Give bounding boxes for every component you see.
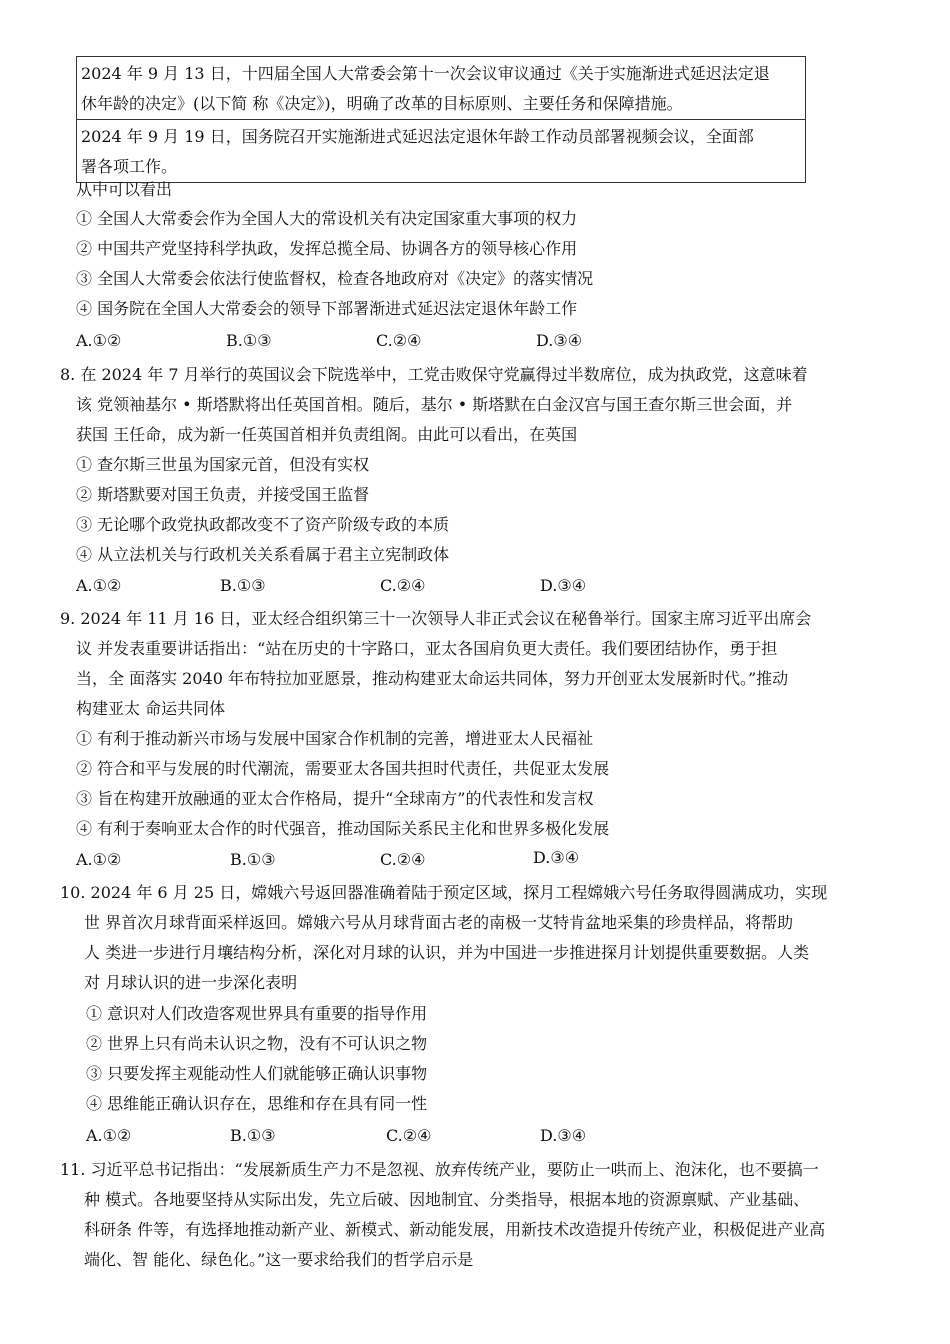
q7-option-b: B.①③ bbox=[226, 331, 272, 350]
q8-option-a: A.①② bbox=[76, 576, 122, 595]
q10-stem: 世 界首次月球背面采样返回。嫦娥六号从月球背面古老的南极一艾特肯盆地采集的珍贵样品，将帮助 bbox=[84, 913, 794, 932]
text-line: 2024 年 9 月 13 日，十四届全国人大常委会第十一次会议审议通过《关于实施渐进式延迟法定退 bbox=[81, 64, 770, 83]
q7-material-1 bbox=[77, 57, 805, 119]
q7-item: ③ 全国人大常委会依法行使监督权，检查各地政府对《决定》的落实情况 bbox=[76, 269, 594, 288]
q8-item: ③ 无论哪个政党执政都改变不了资产阶级专政的本质 bbox=[76, 515, 450, 534]
q7-material-box bbox=[76, 56, 806, 183]
q10-stem: 对 月球认识的进一步深化表明 bbox=[84, 973, 298, 992]
q10-item: ③ 只要发挥主观能动性人们就能够正确认识事物 bbox=[86, 1064, 428, 1083]
q9-stem: 议 并发表重要讲话指出：“站在历史的十字路口，亚太各国肩负更大责任。我们要团结协作，勇于担 bbox=[76, 639, 778, 658]
text-line: 署各项工作。 bbox=[81, 157, 178, 176]
q8-item: ② 斯塔默要对国王负责，并接受国王监督 bbox=[76, 485, 370, 504]
q7-item: ② 中国共产党坚持科学执政，发挥总揽全局、协调各方的领导核心作用 bbox=[76, 239, 578, 258]
q7-item: ① 全国人大常委会作为全国人大的常设机关有决定国家重大事项的权力 bbox=[76, 209, 578, 228]
q7-option-c: C.②④ bbox=[376, 331, 422, 350]
q7-option-a: A.①② bbox=[76, 331, 122, 350]
q7-stem: 从中可以看出 bbox=[76, 180, 173, 199]
q11-stem: 端化、智 能化、绿色化。”这一要求给我们的哲学启示是 bbox=[84, 1250, 474, 1269]
q11-stem: 种 模式。各地要坚持从实际出发，先立后破、因地制宜、分类指导，根据本地的资源禀赋、产业基础、 bbox=[84, 1190, 810, 1209]
q10-item: ④ 思维能正确认识存在，思维和存在具有同一性 bbox=[86, 1094, 428, 1113]
q10-option-c: C.②④ bbox=[386, 1126, 432, 1145]
q9-option-a: A.①② bbox=[76, 850, 122, 869]
q11-stem: 11. 习近平总书记指出：“发展新质生产力不是忽视、放弃传统产业，要防止一哄而上、泡沫化，也不要搞一 bbox=[60, 1160, 819, 1179]
q9-option-d: D.③④ bbox=[533, 848, 580, 867]
q10-stem: 10. 2024 年 6 月 25 日，嫦娥六号返回器准确着陆于预定区域，探月工程嫦娥六号任务取得圆满成功，实现 bbox=[60, 883, 828, 902]
q9-stem: 构建亚太 命运共同体 bbox=[76, 699, 226, 718]
q10-option-a: A.①② bbox=[86, 1126, 132, 1145]
q8-option-b: B.①③ bbox=[220, 576, 266, 595]
q9-item: ② 符合和平与发展的时代潮流，需要亚太各国共担时代责任，共促亚太发展 bbox=[76, 759, 610, 778]
q9-option-c: C.②④ bbox=[380, 850, 426, 869]
q8-stem: 获国 王任命，成为新一任英国首相并负责组阁。由此可以看出，在英国 bbox=[76, 425, 578, 444]
q9-stem: 9. 2024 年 11 月 16 日，亚太经合组织第三十一次领导人非正式会议在秘鲁举行。国家主席习近平出席会 bbox=[60, 609, 812, 628]
q9-item: ④ 有利于奏响亚太合作的时代强音，推动国际关系民主化和世界多极化发展 bbox=[76, 819, 610, 838]
q8-item: ④ 从立法机关与行政机关关系看属于君主立宪制政体 bbox=[76, 545, 450, 564]
q8-stem: 该 党领袖基尔 • 斯塔默将出任英国首相。随后，基尔 • 斯塔默在白金汉宫与国王查尔斯三世会面，并 bbox=[76, 395, 793, 414]
q11-stem: 科研条 件等，有选择地推动新产业、新模式、新动能发展，用新技术改造提升传统产业，积极促进产业高 bbox=[84, 1220, 826, 1239]
q9-stem: 当，全 面落实 2040 年布特拉加亚愿景，推动构建亚太命运共同体，努力开创亚太发展新时代。”推动 bbox=[76, 669, 789, 688]
q10-stem: 人 类进一步进行月壤结构分析，深化对月球的认识，并为中国进一步推进探月计划提供重要数据。人类 bbox=[84, 943, 810, 962]
q9-item: ① 有利于推动新兴市场与发展中国家合作机制的完善，增进亚太人民福祉 bbox=[76, 729, 594, 748]
q7-material-2 bbox=[77, 119, 805, 182]
q8-item: ① 查尔斯三世虽为国家元首，但没有实权 bbox=[76, 455, 370, 474]
q10-option-b: B.①③ bbox=[230, 1126, 276, 1145]
q8-option-d: D.③④ bbox=[540, 576, 587, 595]
q7-option-d: D.③④ bbox=[536, 331, 583, 350]
q10-item: ② 世界上只有尚未认识之物，没有不可认识之物 bbox=[86, 1034, 428, 1053]
q9-option-b: B.①③ bbox=[230, 850, 276, 869]
q10-option-d: D.③④ bbox=[540, 1126, 587, 1145]
q8-stem: 8. 在 2024 年 7 月举行的英国议会下院选举中，工党击败保守党赢得过半数席位，成为执政党，这意味着 bbox=[60, 365, 808, 384]
q7-item: ④ 国务院在全国人大常委会的领导下部署渐进式延迟法定退休年龄工作 bbox=[76, 299, 578, 318]
text-line: 2024 年 9 月 19 日，国务院召开实施渐进式延迟法定退休年龄工作动员部署视频会议，全面部 bbox=[81, 127, 754, 146]
text-line: 休年龄的决定》(以下简 称《决定》)，明确了改革的目标原则、主要任务和保障措施。 bbox=[81, 94, 683, 113]
q10-item: ① 意识对人们改造客观世界具有重要的指导作用 bbox=[86, 1004, 428, 1023]
q9-item: ③ 旨在构建开放融通的亚太合作格局，提升“全球南方”的代表性和发言权 bbox=[76, 789, 594, 808]
q8-option-c: C.②④ bbox=[380, 576, 426, 595]
